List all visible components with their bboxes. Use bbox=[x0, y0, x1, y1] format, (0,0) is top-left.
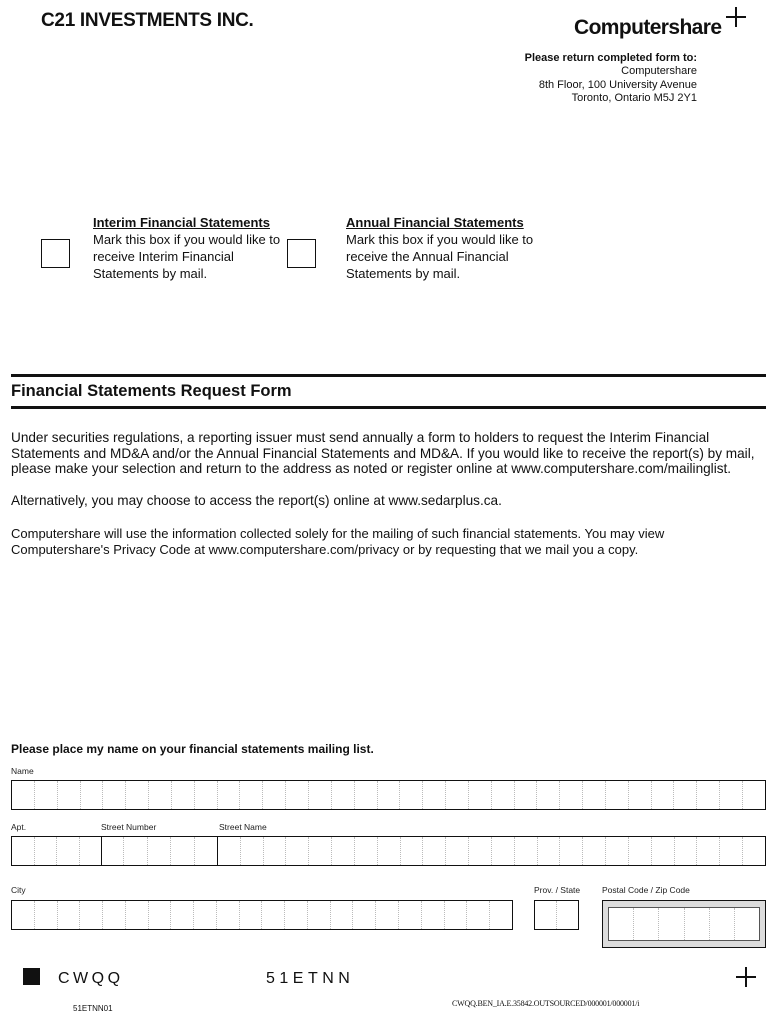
interim-desc-line: Statements by mail. bbox=[93, 266, 208, 281]
registration-cross-icon bbox=[726, 7, 746, 27]
interim-desc-line: Mark this box if you would like to bbox=[93, 232, 281, 247]
company-name: C21 INVESTMENTS INC. bbox=[41, 10, 254, 31]
annual-desc-line: receive the Annual Financial bbox=[346, 249, 509, 264]
street-name-label: Street Name bbox=[219, 822, 267, 832]
registration-cross-icon bbox=[736, 967, 756, 987]
apt-label: Apt. bbox=[11, 822, 27, 832]
annual-title: Annual Financial Statements bbox=[346, 215, 524, 230]
street-number-label: Street Number bbox=[101, 822, 157, 832]
return-label: Please return completed form to: bbox=[524, 52, 697, 64]
postal-code-box bbox=[602, 900, 766, 948]
registration-square bbox=[23, 968, 40, 985]
footer-code-1: CWQQ bbox=[58, 970, 124, 987]
annual-checkbox[interactable] bbox=[287, 239, 316, 268]
postal-code-input[interactable] bbox=[608, 907, 760, 941]
name-label: Name bbox=[11, 766, 34, 776]
return-address-line: Computershare bbox=[621, 65, 697, 78]
annual-desc-line: Statements by mail. bbox=[346, 266, 461, 281]
interim-desc-line: receive Interim Financial bbox=[93, 249, 234, 264]
prov-input[interactable] bbox=[534, 900, 579, 930]
annual-desc-line: Mark this box if you would like to bbox=[346, 232, 534, 247]
top-divider bbox=[11, 374, 766, 377]
return-address-line: 8th Floor, 100 University Avenue bbox=[538, 78, 697, 91]
city-input[interactable] bbox=[11, 900, 513, 930]
return-address-block bbox=[525, 52, 697, 105]
footer-code-3: 51ETNN01 bbox=[73, 1004, 113, 1013]
footer-code-2: 51ETNN bbox=[266, 970, 355, 987]
form-title: Financial Statements Request Form bbox=[11, 382, 292, 400]
interim-option bbox=[93, 214, 280, 282]
privacy-paragraph: Computershare will use the information collected solely for the mailing of such financial statements. You may view Computershare's Privacy Code at www.computershare.com/privacy or by requesting that we mail you a copy. bbox=[11, 526, 665, 557]
prov-label: Prov. / State bbox=[534, 885, 581, 895]
annual-option bbox=[346, 214, 533, 282]
apt-input[interactable] bbox=[11, 836, 102, 866]
name-input[interactable] bbox=[11, 780, 766, 810]
interim-title: Interim Financial Statements bbox=[93, 215, 270, 230]
footer-code-4: CWQQ.BEN_IA.E.35842.OUTSOURCED/000001/000001/i bbox=[452, 999, 640, 1008]
city-label: City bbox=[11, 885, 26, 895]
bottom-divider bbox=[11, 406, 766, 409]
computershare-logo: Computershare bbox=[574, 16, 722, 39]
street-name-input[interactable] bbox=[217, 836, 766, 866]
intro-paragraph: Under securities regulations, a reporting issuer must send annually a form to holders to request the Interim Financial Statements and MD&A and/or the Annual Financial Statements and MD&A. If you would like to receive the report(s) by mail, please make your selection and return to the address as noted or register online at www.computershare.com/mailinglist. bbox=[11, 430, 755, 476]
mailing-heading: Please place my name on your financial statements mailing list. bbox=[11, 742, 374, 756]
interim-checkbox[interactable] bbox=[41, 239, 70, 268]
alternative-paragraph: Alternatively, you may choose to access the report(s) online at www.sedarplus.ca. bbox=[11, 493, 502, 508]
return-address-line: Toronto, Ontario M5J 2Y1 bbox=[571, 91, 697, 104]
street-number-input[interactable] bbox=[101, 836, 218, 866]
postal-label: Postal Code / Zip Code bbox=[602, 885, 690, 895]
